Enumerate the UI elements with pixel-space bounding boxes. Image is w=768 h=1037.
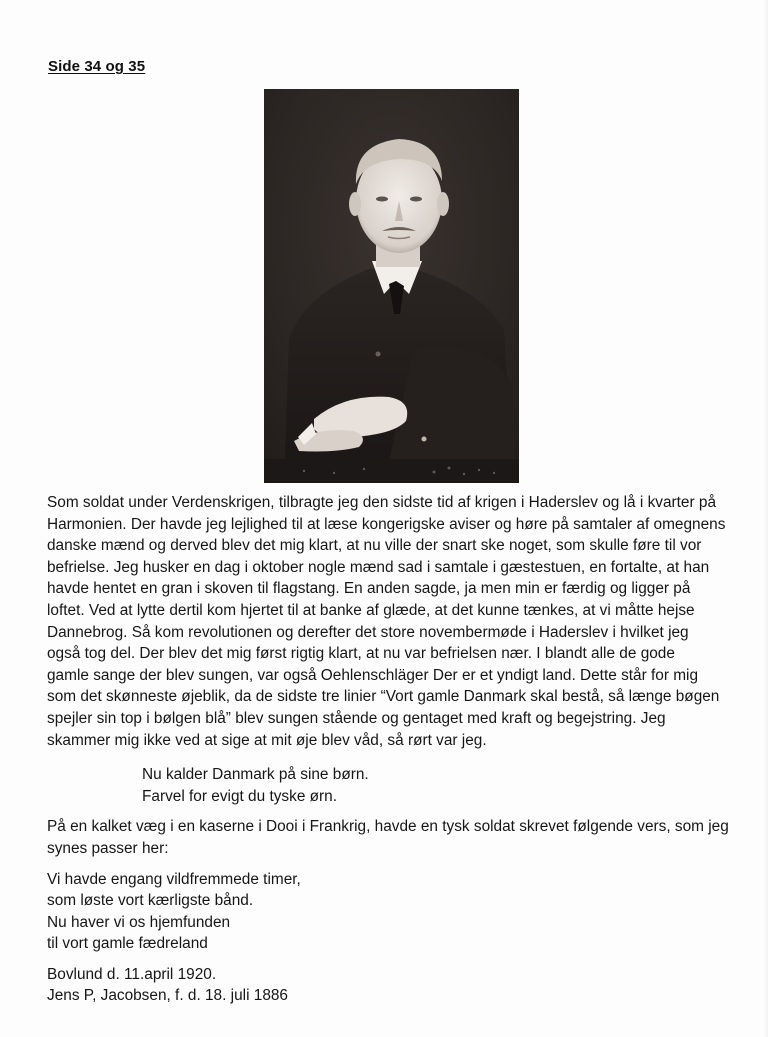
signoff-author: Jens P, Jacobsen, f. d. 18. juli 1886 — [47, 987, 288, 1005]
text-line: loftet. Ved at lytte dertil kom hjertet til at banke af glæde, at det kunne tænkes, at vi måtte hejse — [47, 601, 695, 619]
text-line: skammer mig ikke ved at sige at mit øje blev våd, så rørt var jeg. — [47, 731, 487, 749]
text-line: danske mænd og derved blev det mig klart, at nu ville der snart ske noget, som skulle føre til vor — [47, 537, 702, 555]
portrait-image — [264, 89, 519, 483]
text-line: spejler sin top i bølgen blå” blev sungen stående og gentaget med kraft og begejstring. Jeg — [47, 709, 666, 727]
paragraph-1 — [47, 492, 752, 751]
text-line: Dannebrog. Så kom revolutionen og derefter det store novembermøde i Haderslev i hvilket jeg — [47, 623, 689, 641]
verse-1 — [47, 764, 752, 807]
signoff-place-date: Bovlund d. 11.april 1920. — [47, 965, 217, 983]
verse-line: Nu kalder Danmark på sine børn. — [142, 766, 369, 784]
signoff — [47, 964, 752, 1007]
document-body — [47, 492, 752, 1007]
text-line: synes passer her: — [47, 839, 169, 857]
paragraph-2 — [47, 816, 752, 859]
text-line: som det skønneste øjeblik, da de sidste tre linier “Vort gamle Danmark skal bestå, så længe bøgen — [47, 688, 720, 706]
verse-line: Nu haver vi os hjemfunden — [47, 913, 231, 931]
verse-2 — [47, 869, 752, 955]
verse-line: som løste vort kærligste bånd. — [47, 892, 254, 910]
verse-line: Vi havde engang vildfremmede timer, — [47, 870, 301, 888]
text-line: gamle sange der blev sungen, var også Oehlenschläger Der er et yndigt land. Dette står for mig — [47, 666, 699, 684]
text-line: også tog del. Der blev det mig først rigtig klart, at nu var befrielsen nær. I blandt alle de gode — [47, 645, 675, 663]
portrait-photo — [264, 89, 519, 483]
text-line: På en kalket væg i en kaserne i Dooi i Frankrig, havde en tysk soldat skrevet følgende vers, som jeg — [47, 818, 729, 836]
page-edge-shadow — [762, 0, 768, 1037]
text-line: befrielse. Jeg husker en dag i oktober nogle mænd sad i samtale i gæstestuen, en fortalte, at han — [47, 558, 710, 576]
text-line: havde hentet en gran i skoven til flagstang. En anden sagde, ja men min er færdig og ligger på — [47, 580, 691, 598]
text-line: Som soldat under Verdenskrigen, tilbragte jeg den sidste tid af krigen i Haderslev og lå i kvarter på — [47, 494, 717, 511]
text-line: Harmonien. Der havde jeg lejlighed til at læse kongerigske aviser og høre på samtaler af omegnens — [47, 515, 726, 533]
verse-line: Farvel for evigt du tyske ørn. — [142, 787, 338, 805]
verse-line: til vort gamle fædreland — [47, 935, 208, 953]
page-heading: Side 34 og 35 — [48, 58, 146, 75]
